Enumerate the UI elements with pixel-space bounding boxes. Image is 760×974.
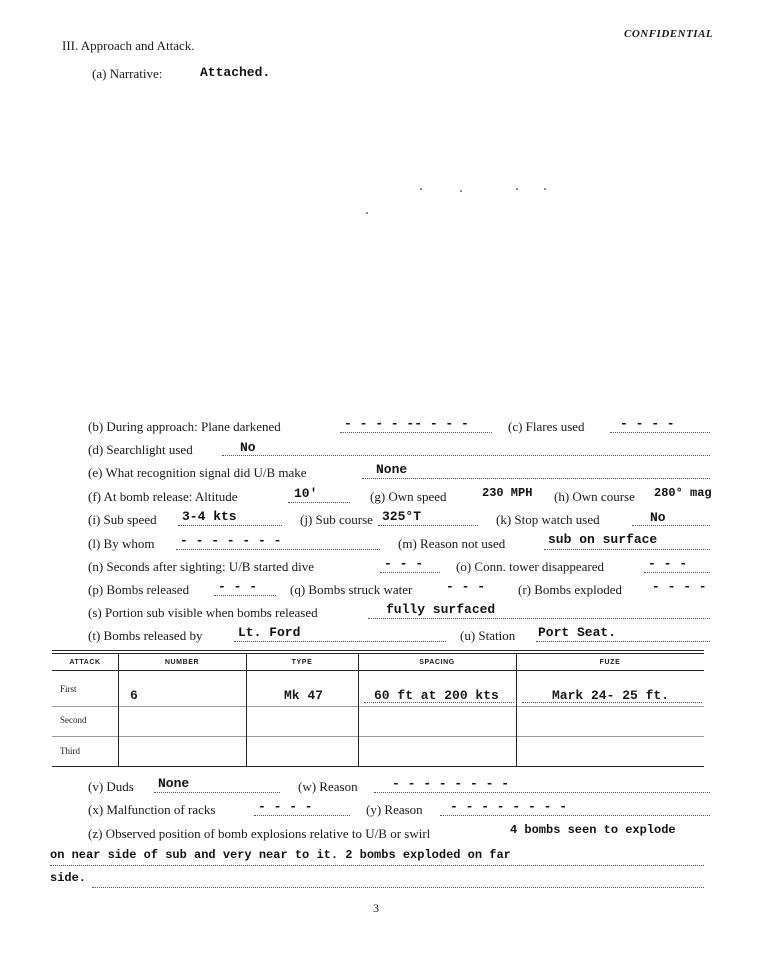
field-x-value: - - - -: [258, 799, 313, 814]
field-e-value: None: [376, 462, 408, 477]
field-w-label: (w) Reason: [298, 779, 358, 794]
field-p-line: [214, 595, 276, 596]
field-t-line: [234, 641, 446, 642]
field-m-value: sub on surface: [548, 532, 658, 547]
scan-speck: [516, 188, 518, 190]
table-cell-spacing: 60 ft at 200 kts: [374, 688, 499, 703]
field-x-line: [254, 815, 350, 816]
table-fill-line: [522, 702, 702, 703]
narrative-label: (a) Narrative:: [92, 66, 163, 81]
field-w-line: [374, 792, 710, 793]
scan-speck: [366, 212, 368, 214]
field-p-value: - - -: [218, 579, 258, 594]
field-s-line: [368, 618, 710, 619]
table-cell-type: Mk 47: [284, 688, 324, 703]
table-header-fuze: FUZE: [599, 659, 621, 666]
field-s-label: (s) Portion sub visible when bombs released: [88, 605, 318, 620]
field-k-label: (k) Stop watch used: [496, 512, 600, 527]
field-c-line: [610, 432, 710, 433]
table-top-rule: [52, 650, 704, 651]
field-n-value: - - -: [384, 556, 424, 571]
field-z-label: (z) Observed position of bomb explosions relative to U/B or swirl: [88, 826, 431, 841]
field-y-line: [440, 815, 710, 816]
field-e-line: [362, 478, 710, 479]
field-k-line: [632, 525, 710, 526]
field-x-label: (x) Malfunction of racks: [88, 802, 216, 817]
field-d-value: No: [240, 440, 256, 455]
section-title: III. Approach and Attack.: [62, 38, 195, 53]
field-o-label: (o) Conn. tower disappeared: [456, 559, 605, 574]
field-b-line: [340, 432, 492, 433]
scan-speck: [460, 190, 462, 192]
field-h-label: (h) Own course: [554, 489, 635, 504]
table-cell-number: 6: [130, 688, 138, 703]
field-i-line: [178, 525, 282, 526]
table-row-label: First: [60, 684, 77, 694]
field-l-value: - - - - - - -: [180, 533, 282, 548]
field-w-value: - - - - - - - -: [392, 776, 510, 791]
field-t-value: Lt. Ford: [238, 625, 301, 640]
scan-speck: [420, 188, 422, 190]
field-f-value: 10': [294, 486, 318, 501]
field-z-value-line-1: 4 bombs seen to explode: [510, 823, 676, 837]
field-t-label: (t) Bombs released by: [88, 628, 203, 643]
field-u-value: Port Seat.: [538, 625, 617, 640]
narrative-value: Attached.: [200, 65, 271, 80]
field-r-value: - - - -: [652, 579, 707, 594]
field-l-label: (l) By whom: [88, 536, 155, 551]
table-row-rule: [52, 736, 704, 737]
field-y-label: (y) Reason: [366, 802, 423, 817]
field-d-line: [222, 455, 710, 456]
table-cell-fuze: Mark 24- 25 ft.: [552, 688, 670, 703]
field-f-line: [288, 502, 350, 503]
field-p-label: (p) Bombs released: [88, 582, 190, 597]
field-q-label: (q) Bombs struck water: [290, 582, 413, 597]
field-v-line: [154, 792, 280, 793]
field-g-label: (g) Own speed: [370, 489, 447, 504]
field-z-value-line-2: on near side of sub and very near to it. 2 bombs exploded on far: [50, 848, 511, 862]
table-col-rule: [358, 654, 359, 766]
field-y-value: - - - - - - - -: [450, 799, 568, 814]
field-j-value: 325°T: [382, 509, 422, 524]
field-z-line-2: [50, 865, 704, 866]
table-header-attack: ATTACK: [69, 659, 101, 666]
field-m-line: [544, 549, 710, 550]
field-j-label: (j) Sub course: [300, 512, 373, 527]
field-n-label: (n) Seconds after sighting: U/B started dive: [88, 559, 315, 574]
field-d-label: (d) Searchlight used: [88, 442, 193, 457]
field-z-line-3: [92, 887, 704, 888]
field-l-line: [176, 549, 380, 550]
field-m-label: (m) Reason not used: [398, 536, 506, 551]
field-v-label: (v) Duds: [88, 779, 134, 794]
table-row-label: Second: [60, 715, 87, 725]
field-f-label: (f) At bomb release: Altitude: [88, 489, 238, 504]
field-c-label: (c) Flares used: [508, 419, 585, 434]
field-h-value: 280° mag: [654, 486, 712, 500]
table-col-rule: [516, 654, 517, 766]
field-r-label: (r) Bombs exploded: [518, 582, 622, 597]
table-fill-line: [364, 702, 514, 703]
field-u-label: (u) Station: [460, 628, 516, 643]
field-v-value: None: [158, 776, 190, 791]
table-header-rule: [52, 670, 704, 671]
table-row-rule: [52, 706, 704, 707]
field-u-line: [536, 641, 710, 642]
table-row-label: Third: [60, 746, 80, 756]
field-o-line: [644, 572, 710, 573]
field-b-value: - - - - -- - - -: [344, 416, 469, 431]
field-g-value: 230 MPH: [482, 486, 533, 500]
table-col-rule: [246, 654, 247, 766]
attack-table: [52, 650, 704, 768]
field-s-value: fully surfaced: [386, 602, 496, 617]
field-b-label: (b) During approach: Plane darkened: [88, 419, 281, 434]
field-j-line: [378, 525, 478, 526]
table-top-rule-2: [52, 653, 704, 654]
field-n-line: [380, 572, 440, 573]
field-i-label: (i) Sub speed: [88, 512, 157, 527]
table-header-spacing: SPACING: [419, 659, 455, 666]
field-e-label: (e) What recognition signal did U/B make: [88, 465, 307, 480]
table-header-number: NUMBER: [164, 659, 200, 666]
field-i-value: 3-4 kts: [182, 509, 237, 524]
table-header-type: TYPE: [291, 659, 313, 666]
scan-speck: [544, 188, 546, 190]
confidential-stamp: CONFIDENTIAL: [624, 28, 714, 40]
table-bottom-rule: [52, 766, 704, 767]
field-z-value-line-3: side.: [50, 871, 87, 885]
field-k-value: No: [650, 510, 666, 525]
field-c-value: - - - -: [620, 416, 675, 431]
page-number: 3: [373, 901, 379, 915]
table-col-rule: [118, 654, 119, 766]
field-o-value: - - -: [648, 556, 688, 571]
field-q-value: - - -: [446, 579, 486, 594]
